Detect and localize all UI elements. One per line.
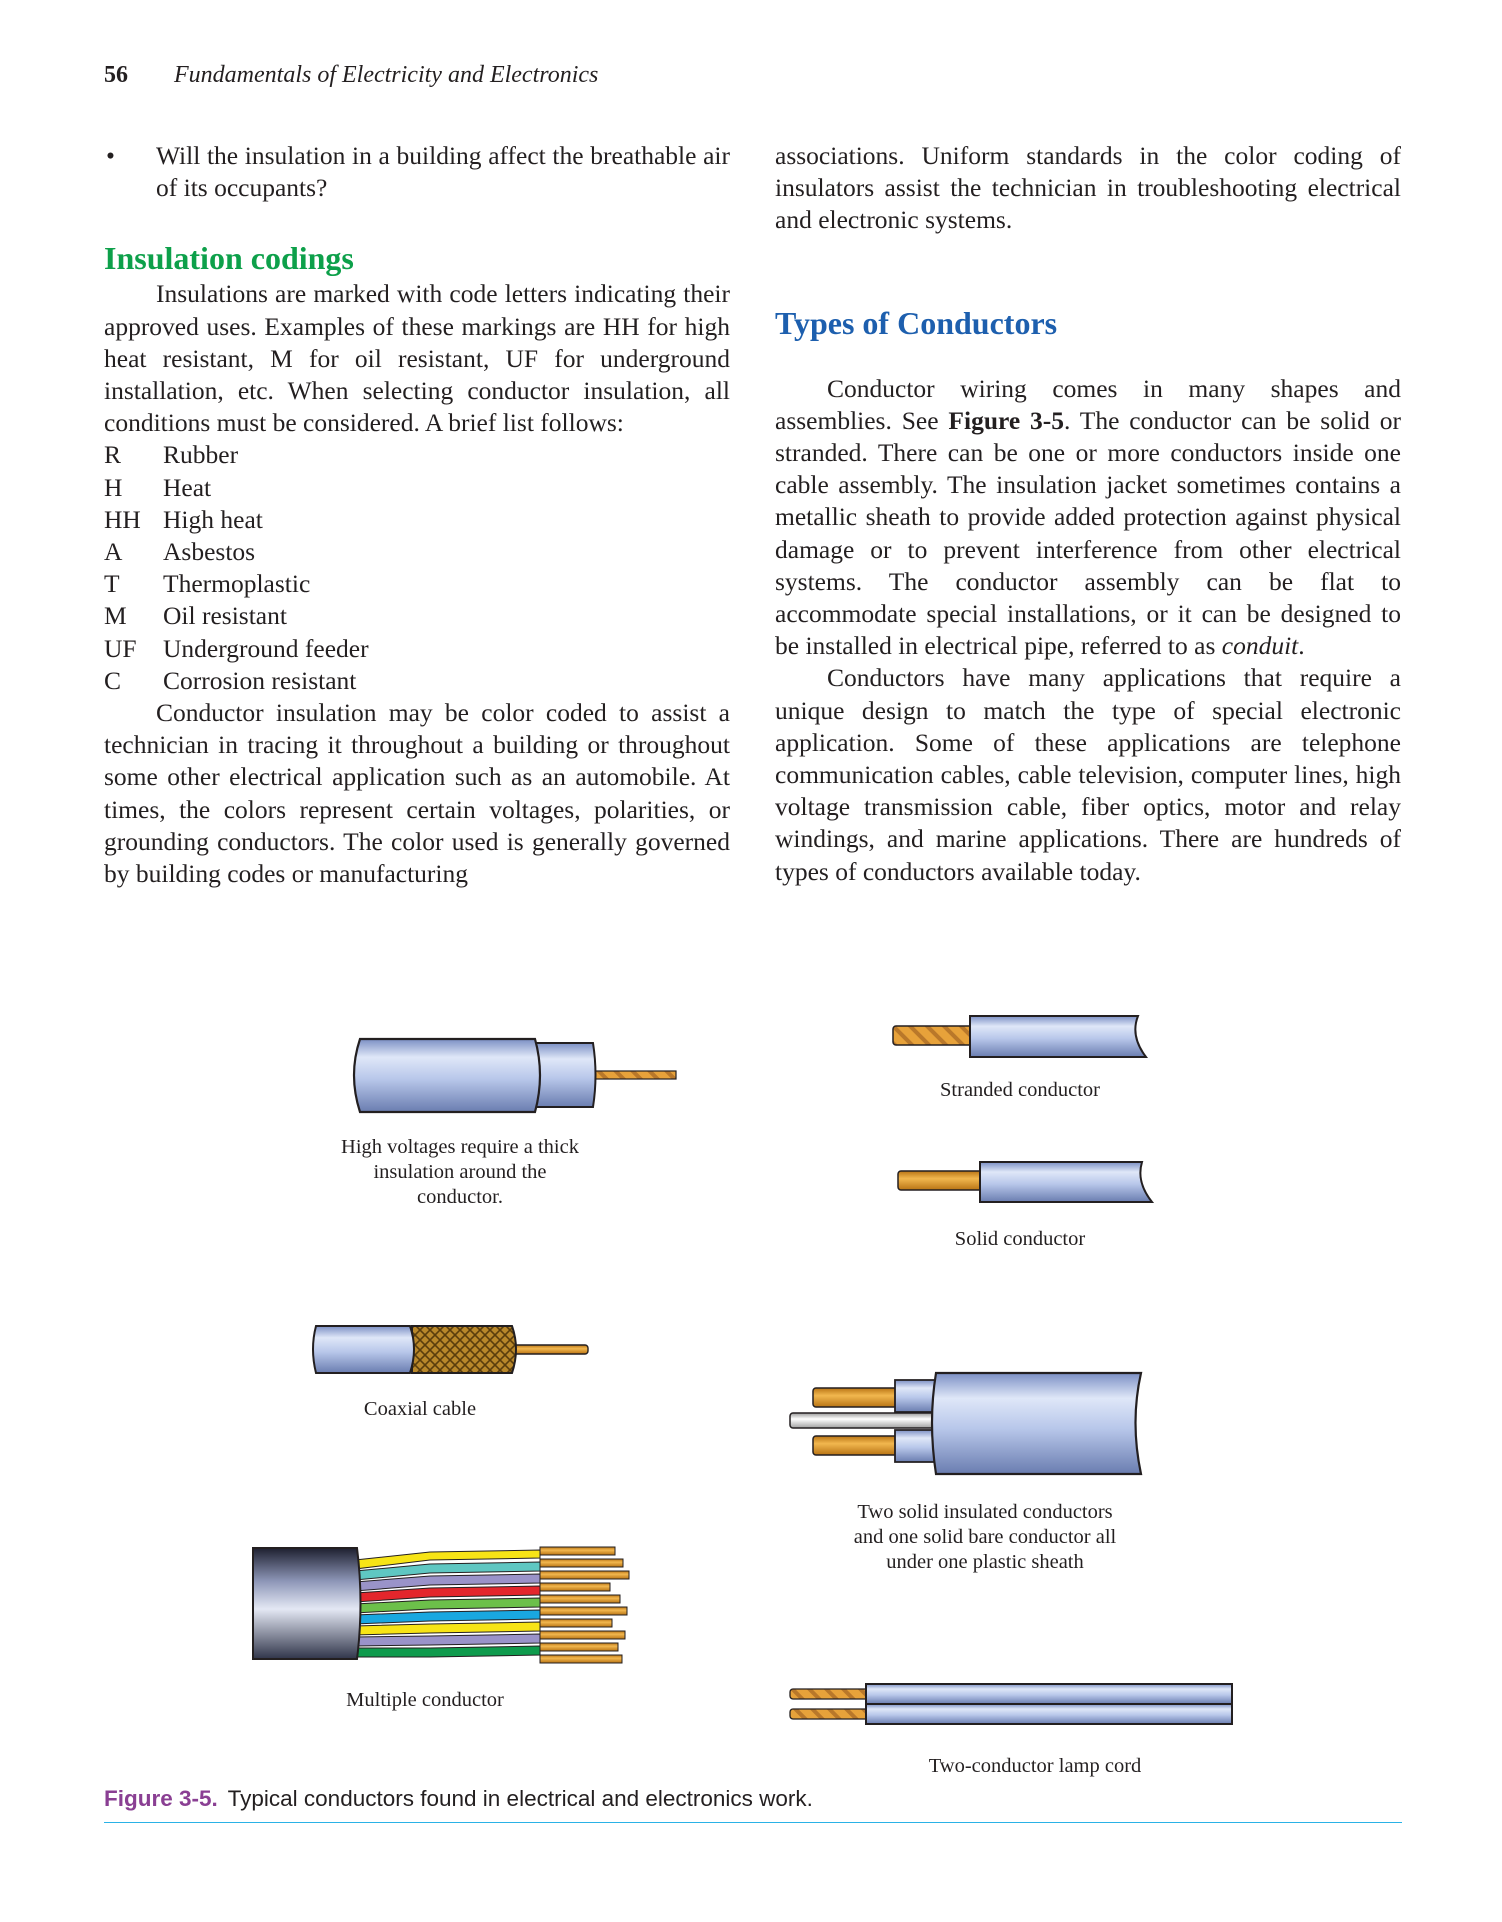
code-list-item — [104, 536, 730, 568]
code-letter: T — [104, 569, 120, 599]
code-meaning: Corrosion resistant — [163, 665, 357, 695]
code-list-item — [104, 633, 730, 665]
code-list-item — [104, 504, 730, 536]
wire-yellow-2 — [355, 1622, 540, 1635]
hv-conductor — [588, 1071, 676, 1079]
label-high-voltage: High voltages require a thick insulation around the conductor. — [341, 1136, 579, 1208]
label-coaxial-cable: Coaxial cable — [363, 1398, 477, 1420]
label-multiple-conductor: Multiple conductor — [346, 1689, 504, 1711]
hv-outer-insulation — [354, 1039, 540, 1112]
lamp-cord-insulation-bottom — [866, 1704, 1232, 1724]
conduit-term: conduit — [1221, 631, 1299, 661]
wire-purple-2 — [355, 1634, 540, 1646]
coax-jacket — [313, 1326, 414, 1373]
wire-purple-1 — [355, 1574, 540, 1591]
insulated-conductor-bottom — [813, 1436, 897, 1455]
left-column — [104, 140, 730, 890]
book-title: Fundamentals of Electricity and Electronics — [174, 62, 599, 88]
strand-3 — [540, 1571, 629, 1579]
wire-yellow-1 — [355, 1550, 540, 1569]
code-meaning: Underground feeder — [163, 633, 369, 663]
code-list-item — [104, 568, 730, 600]
label-solid-conductor: Solid conductor — [954, 1228, 1086, 1250]
lamp-cord-insulation-top — [866, 1684, 1232, 1704]
wire-red — [355, 1586, 540, 1602]
code-letter: R — [104, 440, 122, 470]
label-two-solid-bare: Two solid insulated conductors and one solid bare conductor all under one plastic sheath — [853, 1501, 1117, 1573]
strand-1 — [540, 1547, 615, 1555]
stranded-conductor-drawing — [893, 1016, 1146, 1057]
code-meaning: Oil resistant — [163, 601, 287, 631]
code-meaning: High heat — [163, 504, 263, 534]
bullet-text: Will the insulation in a building affect the breathable air of its occupants? — [156, 141, 730, 203]
code-list-item — [104, 439, 730, 471]
figure-number: Figure 3-5. — [104, 1786, 218, 1811]
insulation-code-list — [104, 439, 730, 697]
strand-7 — [540, 1619, 612, 1627]
strand-9 — [540, 1643, 618, 1651]
multi-conductor-jacket — [253, 1548, 361, 1659]
wire-teal — [355, 1562, 540, 1580]
solid-insulation — [980, 1162, 1152, 1202]
types-of-conductors-heading: Types of Conductors — [775, 304, 1058, 341]
strand-4 — [540, 1583, 610, 1591]
two-solid-bare-cable-drawing — [790, 1373, 1141, 1474]
wire-blue — [355, 1610, 540, 1624]
stranded-insulation — [970, 1016, 1146, 1057]
right-column — [775, 140, 1401, 888]
multiple-conductor-drawing — [253, 1547, 629, 1663]
figure-reference: Figure 3-5 — [948, 405, 1065, 435]
code-letter: UF — [104, 633, 137, 663]
coax-center-conductor — [512, 1345, 588, 1354]
strand-6 — [540, 1607, 627, 1615]
code-meaning: Rubber — [163, 440, 239, 470]
code-list-item — [104, 600, 730, 632]
top-conductor-insulation — [895, 1380, 937, 1412]
para1-end: . — [1298, 631, 1305, 661]
figure-caption-text: Typical conductors found in electrical and electronics work. — [227, 1786, 813, 1811]
hv-inner-insulation — [531, 1043, 596, 1107]
code-meaning: Thermoplastic — [163, 569, 311, 599]
strand-8 — [540, 1631, 625, 1639]
color-coding-paragraph: Conductor insulation may be color coded to assist a technician in tracing it throughout a building or throughout some other electrical application such as an automobile. At times, the colors represent certain voltages, polarities, or grounding conductors. The color used is generally governed by building codes or manufacturing — [104, 698, 730, 889]
lamp-cord-wire-top — [790, 1689, 868, 1699]
label-lamp-cord: Two-conductor lamp cord — [928, 1755, 1142, 1777]
wire-green-1 — [355, 1598, 540, 1613]
stranded-core — [893, 1026, 973, 1045]
conductor-wiring-paragraph — [775, 373, 1401, 663]
code-letter: HH — [104, 504, 141, 534]
coaxial-cable-drawing — [313, 1326, 588, 1373]
code-letter: H — [104, 472, 123, 502]
bare-ground-conductor — [790, 1413, 940, 1428]
insulated-conductor-top — [813, 1388, 897, 1407]
continuation-paragraph: associations. Uniform standards in the color coding of insulators assist the technician in troubleshooting electrical and electronic systems. — [775, 141, 1401, 235]
code-meaning: Asbestos — [163, 537, 256, 567]
bullet-item — [104, 140, 730, 204]
code-list-item — [104, 665, 730, 697]
lamp-cord-drawing — [790, 1684, 1232, 1724]
page-number: 56 — [104, 62, 128, 88]
strand-5 — [540, 1595, 620, 1603]
applications-paragraph: Conductors have many applications that require a unique design to match the type of special electronic application. Some of these applications are telephone communication cables, cable television, computer lines, high voltage transmission cable, fiber optics, motor and relay windings, and marine applications. There are hundreds of types of conductors available today. — [775, 663, 1401, 886]
para1-middle: . The conductor can be solid or stranded. There can be one or more conductors inside one cable assembly. The insulation jacket sometimes contains a metallic sheath to provide added protection against physical damage or to prevent interference from other electrical systems. The conductor assembly can be flat to accommodate special installations, or it can be designed to be installed in electrical pipe, referred to as — [775, 405, 1401, 661]
lamp-cord-wire-bottom — [790, 1709, 868, 1719]
code-letter: C — [104, 665, 122, 695]
strand-10 — [540, 1655, 622, 1663]
plastic-sheath — [932, 1373, 1141, 1474]
running-head — [104, 62, 598, 89]
solid-core — [898, 1171, 984, 1190]
bottom-conductor-insulation — [895, 1430, 937, 1462]
bullet-icon: • — [106, 141, 115, 170]
code-list-item — [104, 472, 730, 504]
wire-green-2 — [355, 1646, 540, 1657]
code-letter: M — [104, 601, 127, 631]
para1-start: Conductor wiring comes in many shapes and assemblies. See — [775, 373, 1401, 435]
coax-braided-shield — [412, 1326, 516, 1373]
figure-caption — [104, 1786, 1402, 1823]
label-stranded-conductor: Stranded conductor — [940, 1079, 1100, 1101]
high-voltage-cable-drawing — [354, 1039, 676, 1112]
code-meaning: Heat — [163, 472, 212, 502]
solid-conductor-drawing — [898, 1162, 1152, 1202]
insulation-intro-paragraph: Insulations are marked with code letters indicating their approved uses. Examples of these markings are HH for high heat resistant, M for oil resistant, UF for underground installation, etc. When selecting conductor insulation, all conditions must be considered. A brief list follows: — [104, 279, 730, 438]
strand-2 — [540, 1559, 623, 1567]
code-letter: A — [104, 537, 123, 567]
insulation-codings-heading: Insulation codings — [104, 240, 354, 277]
